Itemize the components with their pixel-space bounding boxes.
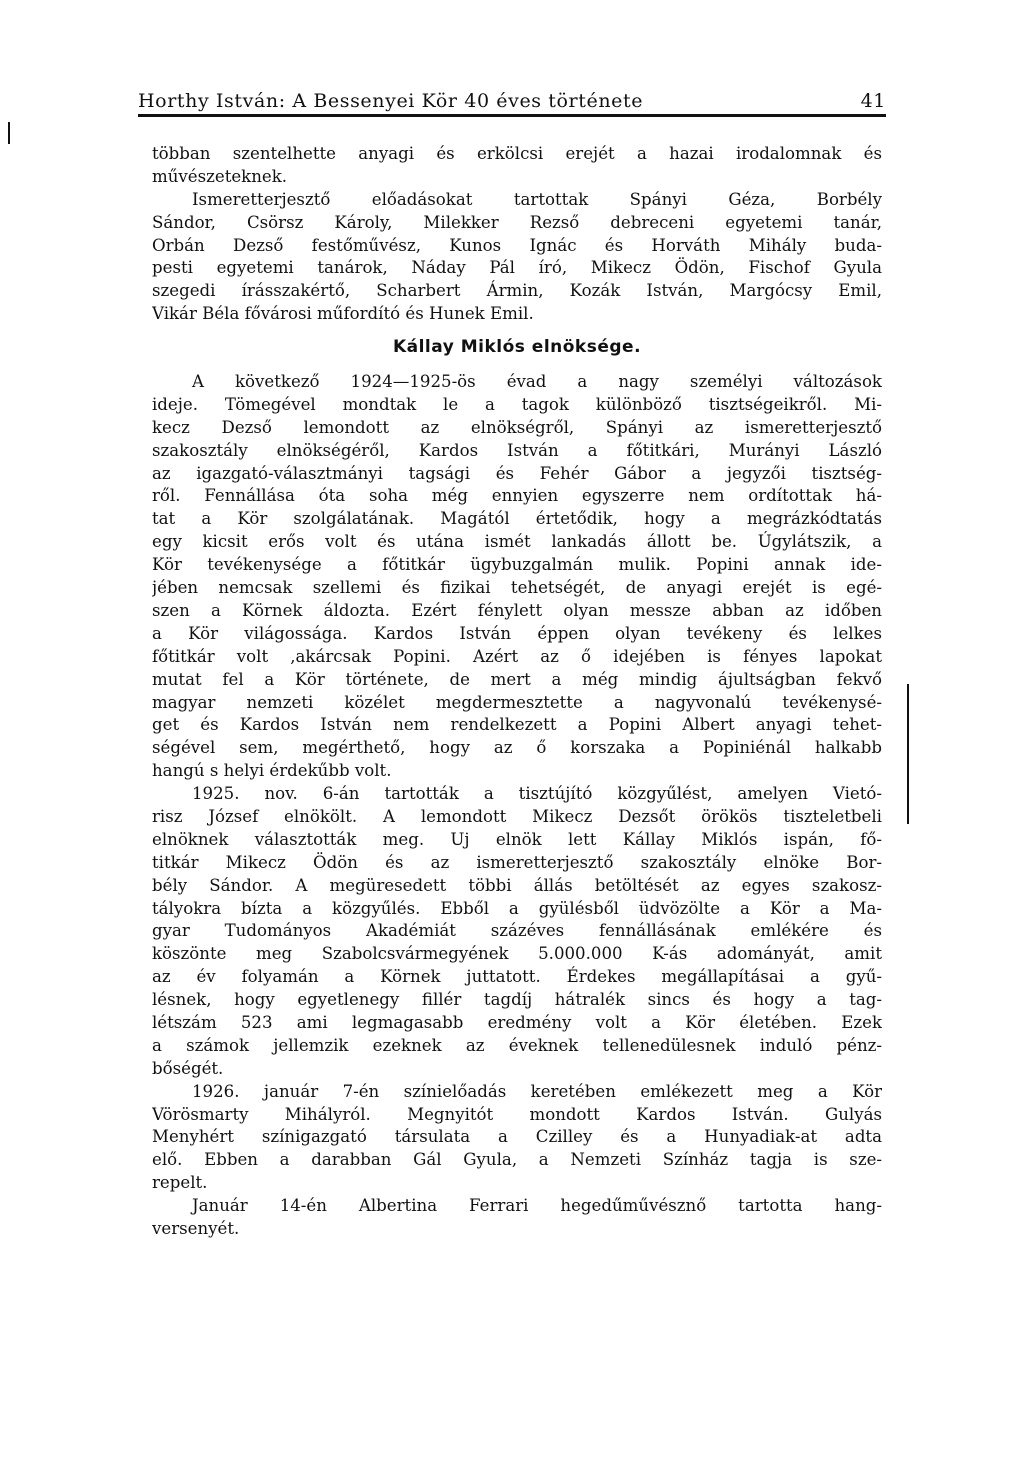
page-number: 41 [860,90,886,112]
paragraph-5 [152,1081,882,1195]
text-line: tályokra bízta a közgyűlés. Ebből a gyülésből üdvözölte a Kör a Ma- [152,898,882,918]
paragraph-3 [152,371,882,783]
text-line: pesti egyetemi tanárok, Náday Pál író, Mikecz Ödön, Fischof Gyula [152,258,882,278]
text-line: bély Sándor. A megüresedett többi állás betöltését az egyes szakosz- [152,875,882,895]
text-line: Vörösmarty Mihályról. Megnyitót mondott Kardos István. Gulyás [152,1104,882,1124]
section-heading: Kállay Miklós elnöksége. [392,337,642,358]
text-line: magyar nemzeti közélet megdermesztette a nagyvonalú tevékenysé- [152,692,882,712]
text-line: ről. Fennállása óta soha még ennyien egyszerre nem ordítottak há- [152,486,882,506]
header-title: Horthy István: A Bessenyei Kör 40 éves története [138,90,644,112]
body-text [152,143,882,1241]
paragraph-1 [152,143,882,189]
text-line: elnöknek választották meg. Uj elnök lett Kállay Miklós ispán, fő- [152,829,882,849]
text-line: kecz Dezső lemondott az elnökségről, Spányi az ismeretterjesztő [152,417,882,437]
text-line: Kör tevékenysége a főtitkár ügybuzgalmán mulik. Popini annak ide- [152,555,882,575]
text-line: lésnek, hogy egyetlenegy fillér tagdíj hátralék sincs és hogy a tag- [152,990,882,1010]
text-line: a Kör világossága. Kardos István éppen olyan tevékeny és lelkes [152,623,882,643]
text-line: get és Kardos István nem rendelkezett a Popini Albert anyagi tehet- [152,715,882,735]
text-line: versenyét. [152,1218,240,1238]
text-line: ségével sem, megérthető, hogy az ő korszaka a Popiniénál halkabb [152,738,882,758]
text-line: többan szentelhette anyagi és erkölcsi erejét a hazai irodalomnak és [152,144,882,163]
scan-edge-mark [8,122,10,144]
text-line: elő. Ebben a darabban Gál Gyula, a Nemzeti Színház tagja is sze- [152,1150,882,1170]
scan-edge-mark [907,684,909,824]
text-line: a számok jellemzik ezeknek az éveknek tellenedülesnek induló pénz- [152,1035,882,1055]
text-line: egy kicsit erős volt és utána ismét lankadás állott be. Úgylátszik, a [152,532,882,552]
text-line: főtitkár volt ,akárcsak Popini. Azért az ő idejében is fényes lapokat [152,646,882,666]
text-line: risz József elnökölt. A lemondott Mikecz Dezsőt örökös tiszteletbeli [152,806,882,826]
text-line: hangú s helyi érdekűbb volt. [152,761,392,781]
text-line: 1925. nov. 6-án tartották a tisztújító közgyűlést, amelyen Vietó- [192,784,882,804]
text-line: bőségét. [152,1058,224,1078]
paragraph-2 [152,189,882,326]
text-line: Január 14-én Albertina Ferrari hegedűművésznő tartotta hang- [192,1196,882,1216]
text-line: művészeteknek. [152,166,288,186]
text-line: mutat fel a Kör története, de mert a még mindig ájultságban fekvő [152,669,882,689]
text-line: titkár Mikecz Ödön és az ismeretterjesztő szakosztály elnöke Bor- [152,852,882,872]
text-line: gyar Tudományos Akadémiát százéves fennállásának emlékére és [152,921,882,941]
text-line: tat a Kör szolgálatának. Magától értetődik, hogy a megrázkódtatás [152,509,882,529]
running-header [138,90,886,117]
text-line: repelt. [152,1173,208,1193]
paragraph-6 [152,1195,882,1241]
text-line: Ismeretterjesztő előadásokat tartottak Spányi Géza, Borbély [192,189,882,209]
text-line: köszönte meg Szabolcsvármegyének 5.000.000 K-ás adományát, amit [152,944,882,964]
text-line: szegedi írásszakértő, Scharbert Ármin, Kozák István, Margócsy Emil, [152,281,882,301]
text-line: Sándor, Csörsz Károly, Milekker Rezső debreceni egyetemi tanár, [152,212,882,232]
text-line: szen a Körnek áldozta. Ezért fénylett olyan messze abban az időben [152,600,882,620]
text-line: Vikár Béla fővárosi műfordító és Hunek Emil. [152,304,534,324]
text-line: létszám 523 ami legmagasabb eredmény volt a Kör életében. Ezek [152,1012,882,1032]
text-line: A következő 1924—1925-ös évad a nagy személyi változások [192,372,882,392]
text-line: szakosztály elnökségéről, Kardos István a főtitkári, Murányi László [152,440,882,460]
paragraph-4 [152,783,882,1081]
text-line: Orbán Dezső festőművész, Kunos Ignác és Horváth Mihály buda- [152,235,882,255]
text-line: jében nemcsak szellemi és fizikai tehetségét, de anyagi erejét is egé- [152,578,882,598]
text-line: az év folyamán a Körnek juttatott. Érdekes megállapításai a gyű- [152,967,882,987]
text-line: Menyhért színigazgató társulata a Czilley és a Hunyadiak-at adta [152,1127,882,1147]
text-line: ideje. Tömegével mondtak le a tagok különböző tisztségeikről. Mi- [152,394,882,414]
text-line: az igazgató-választmányi tagsági és Fehér Gábor a jegyzői tisztség- [152,463,882,483]
text-line: 1926. január 7-én színielőadás keretében emlékezett meg a Kör [192,1081,882,1101]
